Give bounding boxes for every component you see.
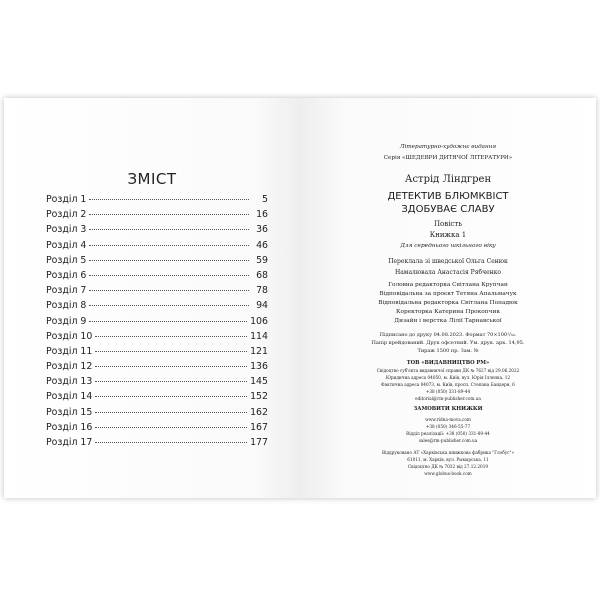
toc-row [46,224,268,239]
paper-info: Папір крейдований. Друк офсетний. Ум. друк. арк. 14,95. [371,340,525,346]
publisher-legal-address: Юридична адреса 04050, м. Київ, вул. Юрія Іллєнка, 12 [385,375,511,380]
toc-chapter-label: Розділ 6 [46,269,87,281]
toc-row [46,300,268,315]
toc-row [46,331,268,346]
publisher-phone: +38 (050) 331-89-44 [425,389,471,394]
toc-page-number: 167 [250,421,268,433]
right-page [300,98,596,498]
toc-row [46,391,268,406]
toc-page-number: 162 [250,406,268,418]
printer-address: 61011, м. Харків, вул. Рымарська, 11 [407,457,489,462]
toc-leader-dots [95,442,247,443]
toc-chapter-label: Розділ 17 [46,437,93,448]
toc-leader-dots [95,381,247,382]
project-lead: Відповідальна за проєкт Тетяна Апальмачук [379,291,517,297]
toc-page-number: 68 [256,269,268,281]
toc-chapter-label: Розділ 5 [46,254,87,266]
toc-chapter-label: Розділ 12 [46,361,93,373]
series-name: Серія «ШЕДЕВРИ ДИТЯЧОЇ ЛІТЕРАТУРИ» [383,155,513,161]
toc-row [46,361,268,376]
book-title-line2: ЗДОБУВАЄ СЛАВУ [401,204,495,215]
toc-chapter-label: Розділ 16 [46,421,93,433]
toc-chapter-label: Розділ 2 [46,209,87,221]
proofreader: Коректорка Катерина Прокопчик [396,309,500,315]
toc-leader-dots [89,214,249,215]
audience: Для середнього шкільного віку [400,243,496,249]
toc-chapter-label: Розділ 8 [46,300,87,312]
publisher-email: editorial@rm-publisher.com.ua [415,396,481,401]
table-of-contents [46,194,268,452]
toc-leader-dots [89,321,247,322]
toc-page-number: 16 [256,209,268,221]
responsible-editor: Відповідальна редакторка Світлана Попадюк [378,300,518,306]
sales-email: sales@rm-publisher.com.ua [418,438,478,443]
toc-page-number: 5 [262,194,268,205]
toc-chapter-label: Розділ 4 [46,239,87,251]
toc-page-number: 46 [256,239,268,251]
toc-page-number: 78 [256,285,268,297]
edition-type: Літературно-художнє видання [399,144,497,150]
toc-row [46,194,268,209]
signed-to-print: Підписано до друку 04.08.2023. Формат 70×100¹/₃₂. [379,332,517,338]
publisher-name: ТОВ «ВИДАВНИЦТВО РМ» [406,360,490,366]
book-spread [4,98,596,498]
toc-page-number: 106 [250,315,268,327]
publisher-certificate: Свідоцтво суб'єкта видавничої справи ДК № 7627 від 29.06.2022 [376,368,520,373]
toc-page-number: 152 [250,391,268,403]
toc-row [46,422,268,437]
toc-chapter-label: Розділ 15 [46,406,93,418]
author-name: Астрід Ліндгрен [404,174,492,185]
toc-row [46,316,268,331]
toc-chapter-label: Розділ 10 [46,330,93,342]
illustrator: Намалювала Анастасія Рябченко [394,269,501,276]
toc-leader-dots [95,351,247,352]
toc-title: ЗМІСТ [127,170,177,188]
toc-page-number: 121 [250,345,268,357]
toc-leader-dots [89,229,249,230]
toc-leader-dots [95,366,247,367]
toc-row [46,240,268,255]
toc-chapter-label: Розділ 13 [46,376,93,388]
toc-chapter-label: Розділ 1 [46,194,87,205]
toc-leader-dots [95,396,247,397]
translator: Переклала зі шведської Ольга Сенюк [388,258,508,265]
circulation: Тираж 1500 пр. Зам. № [417,348,479,354]
designer: Дизайн і верстка Лілії Тарнавської [394,318,502,324]
genre: Повість [433,220,463,228]
toc-leader-dots [89,245,249,246]
publisher-actual-address: Фактична адреса 04073, м. Київ, просп. Степана Бандери, 6 [381,382,515,387]
order-phone: +38 (050) 346-55-77 [425,424,471,429]
printer-certificate: Свідоцтво ДК № 7032 від 27.12.2019 [407,464,489,469]
toc-row [46,346,268,361]
toc-chapter-label: Розділ 14 [46,391,93,403]
toc-leader-dots [89,305,249,306]
toc-leader-dots [95,336,247,337]
toc-leader-dots [95,412,247,413]
toc-row [46,407,268,422]
toc-row [46,209,268,224]
book-number: Книжка 1 [429,231,467,239]
toc-leader-dots [89,275,249,276]
toc-leader-dots [89,290,249,291]
toc-page-number: 36 [256,224,268,236]
left-page [4,98,300,498]
toc-row [46,255,268,270]
toc-chapter-label: Розділ 7 [46,285,87,297]
order-site: www.ridna-mova.com [425,417,471,422]
toc-row [46,437,268,452]
toc-leader-dots [89,260,249,261]
toc-row [46,376,268,391]
toc-page-number: 59 [256,254,268,266]
printer-site: www.globus-book.com [424,471,472,476]
toc-page-number: 145 [250,376,268,388]
toc-leader-dots [89,199,249,200]
toc-page-number: 114 [250,330,268,342]
printer-name: Віддруковано АТ «Харківська книжкова фабрика "Глобус"» [381,450,515,455]
toc-page-number: 177 [250,437,268,448]
toc-leader-dots [95,427,247,428]
order-heading: ЗАМОВИТИ КНИЖКИ [413,406,483,412]
book-title-line1: ДЕТЕКТИВ БЛЮМКВІСТ [387,191,509,202]
toc-chapter-label: Розділ 3 [46,224,87,236]
toc-row [46,285,268,300]
editor-in-chief: Головна редакторка Світлана Крупчан [388,282,508,288]
toc-page-number: 136 [250,361,268,373]
toc-chapter-label: Розділ 11 [46,345,93,357]
toc-page-number: 94 [256,300,268,312]
sales-department: Відділ реалізації: +38 (050) 331-89-44 [406,431,490,436]
toc-chapter-label: Розділ 9 [46,315,87,327]
toc-row [46,270,268,285]
